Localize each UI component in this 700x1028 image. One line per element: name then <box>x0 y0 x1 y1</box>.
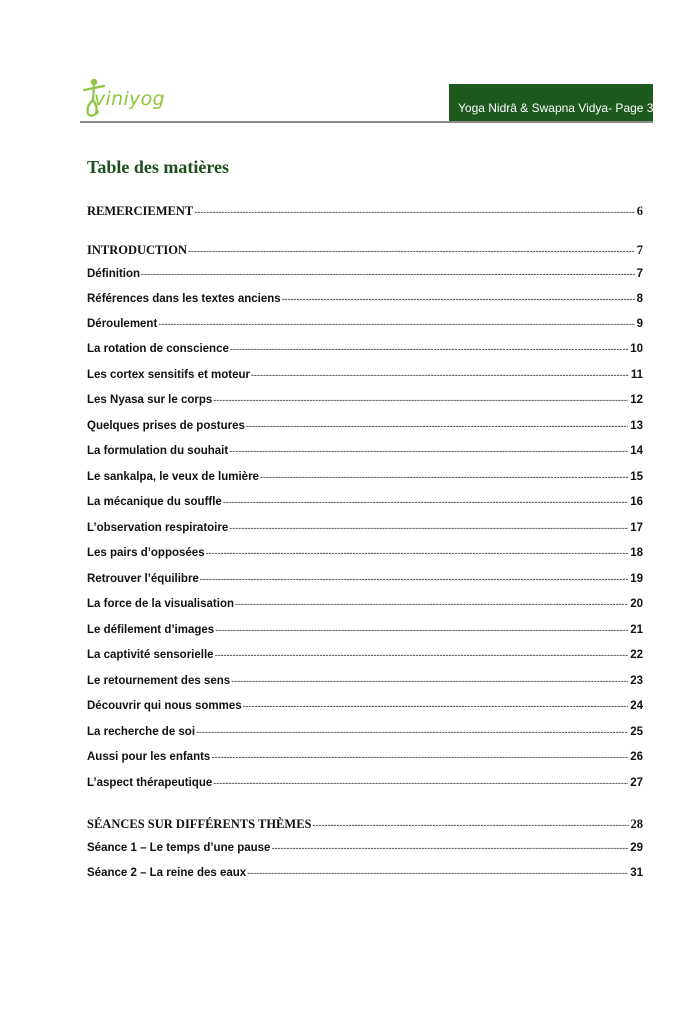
dot-leader <box>230 344 628 354</box>
toc-entry-page: 22 <box>630 649 643 661</box>
toc-entry-page: 7 <box>636 243 643 257</box>
toc-entry[interactable] <box>87 649 643 661</box>
toc-entry-page: 13 <box>630 420 643 432</box>
toc-entry-page: 19 <box>630 573 643 585</box>
toc-entry-label: La recherche de soi <box>87 726 196 738</box>
dot-leader <box>235 599 628 609</box>
toc-entry-label: Les pairs d’opposées <box>87 547 205 559</box>
toc-entry-label: Séance 1 – Le temps d’une pause <box>87 842 271 854</box>
toc-entry-label: La captivité sensorielle <box>87 649 214 661</box>
toc-entry-label: La formulation du souhait <box>87 445 229 457</box>
toc-entry[interactable] <box>87 496 643 508</box>
toc-entry[interactable] <box>87 293 643 305</box>
toc-entry[interactable] <box>87 867 643 879</box>
dot-leader <box>188 246 635 256</box>
dot-leader <box>231 676 628 686</box>
toc-entry-label: L’aspect thérapeutique <box>87 777 213 789</box>
toc-entry-label: La rotation de conscience <box>87 343 229 355</box>
toc-entry[interactable] <box>87 817 643 832</box>
toc-entry-label: Découvrir qui nous sommes <box>87 700 242 712</box>
toc-entry-label: INTRODUCTION <box>87 243 188 257</box>
toc-entry-label: Le sankalpa, le veux de lumière <box>87 471 259 483</box>
toc-entry[interactable] <box>87 204 643 219</box>
dot-leader <box>229 446 628 456</box>
dot-leader <box>282 294 635 304</box>
toc-entry[interactable] <box>87 598 643 610</box>
toc-entry-page: 29 <box>630 842 643 854</box>
toc-entry[interactable] <box>87 243 643 258</box>
toc-entry-page: 23 <box>630 675 643 687</box>
toc-entry[interactable] <box>87 343 643 355</box>
toc-entry-page: 26 <box>630 751 643 763</box>
dot-leader <box>229 523 628 533</box>
toc-entry-page: 6 <box>636 204 643 218</box>
toc-entry[interactable] <box>87 420 643 432</box>
dot-leader <box>215 625 628 635</box>
toc-entry-page: 24 <box>630 700 643 712</box>
dot-leader <box>196 727 628 737</box>
header-rule <box>80 121 653 123</box>
toc-entry[interactable] <box>87 842 643 854</box>
toc-entry[interactable] <box>87 268 643 280</box>
toc-entry-label: SÉANCES SUR DIFFÉRENTS THÈMES <box>87 817 312 831</box>
toc-entry-label: La mécanique du souffle <box>87 496 222 508</box>
dot-leader <box>206 548 629 558</box>
toc-entry-label: Aussi pour les enfants <box>87 751 211 763</box>
toc-entry-label: La force de la visualisation <box>87 598 234 610</box>
toc-entry[interactable] <box>87 445 643 457</box>
toc-entry[interactable] <box>87 573 643 585</box>
dot-leader <box>194 207 634 217</box>
toc-entry-page: 7 <box>636 268 643 280</box>
toc-entry-page: 11 <box>630 369 643 381</box>
dot-leader <box>200 574 628 584</box>
toc-entry-page: 15 <box>630 471 643 483</box>
toc-entry-page: 16 <box>630 496 643 508</box>
dot-leader <box>247 868 628 878</box>
toc-entry-page: 27 <box>630 777 643 789</box>
toc-entry-label: Les Nyasa sur le corps <box>87 394 213 406</box>
toc-entry-label: Définition <box>87 268 141 280</box>
toc-entry-label: Quelques prises de postures <box>87 420 245 432</box>
dot-leader <box>271 843 628 853</box>
toc-entry-label: Séance 2 – La reine des eaux <box>87 867 247 879</box>
dot-leader <box>213 778 628 788</box>
page-title: Table des matières <box>87 157 229 177</box>
dot-leader <box>215 650 629 660</box>
toc-entry-page: 14 <box>630 445 643 457</box>
toc-entry-page: 25 <box>630 726 643 738</box>
toc-entry-page: 18 <box>630 547 643 559</box>
dot-leader <box>243 701 629 711</box>
toc-entry[interactable] <box>87 522 643 534</box>
toc-entry[interactable] <box>87 675 643 687</box>
toc-entry[interactable] <box>87 471 643 483</box>
dot-leader <box>260 472 628 482</box>
toc-entry[interactable] <box>87 700 643 712</box>
toc-entry[interactable] <box>87 547 643 559</box>
dot-leader <box>251 370 629 380</box>
toc-entry-page: 9 <box>636 318 643 330</box>
toc-entry-label: Retrouver l’équilibre <box>87 573 199 585</box>
dot-leader <box>141 269 635 279</box>
dot-leader <box>213 395 628 405</box>
toc-entry-page: 12 <box>630 394 643 406</box>
toc-entry-label: Les cortex sensitifs et moteur <box>87 369 250 381</box>
toc-entry[interactable] <box>87 751 643 763</box>
toc-entry-label: Le défilement d’images <box>87 624 215 636</box>
toc-entry-page: 17 <box>630 522 643 534</box>
toc-entry-page: 31 <box>630 867 643 879</box>
logo-wordmark: viniyog <box>94 88 165 110</box>
toc-entry[interactable] <box>87 624 643 636</box>
toc-entry-page: 20 <box>630 598 643 610</box>
toc-entry-label: REMERCIEMENT <box>87 204 194 218</box>
toc-entry[interactable] <box>87 369 643 381</box>
toc-entry[interactable] <box>87 726 643 738</box>
dot-leader <box>158 319 634 329</box>
dot-leader <box>223 497 628 507</box>
running-header: Yoga Nidrâ & Swapna Vidya- Page 3 <box>449 84 653 121</box>
toc-entry-label: Références dans les textes anciens <box>87 293 281 305</box>
dot-leader <box>211 752 628 762</box>
toc-entry-page: 8 <box>636 293 643 305</box>
toc-entry[interactable] <box>87 777 643 789</box>
toc-entry-label: Déroulement <box>87 318 158 330</box>
dot-leader <box>246 421 628 431</box>
toc-entry-label: L’observation respiratoire <box>87 522 229 534</box>
dot-leader <box>312 820 628 830</box>
toc-entry-page: 21 <box>630 624 643 636</box>
toc-entry[interactable] <box>87 394 643 406</box>
toc-entry-page: 28 <box>630 817 643 831</box>
toc-entry-label: Le retournement des sens <box>87 675 231 687</box>
toc-entry-page: 10 <box>630 343 643 355</box>
toc-entry[interactable] <box>87 318 643 330</box>
